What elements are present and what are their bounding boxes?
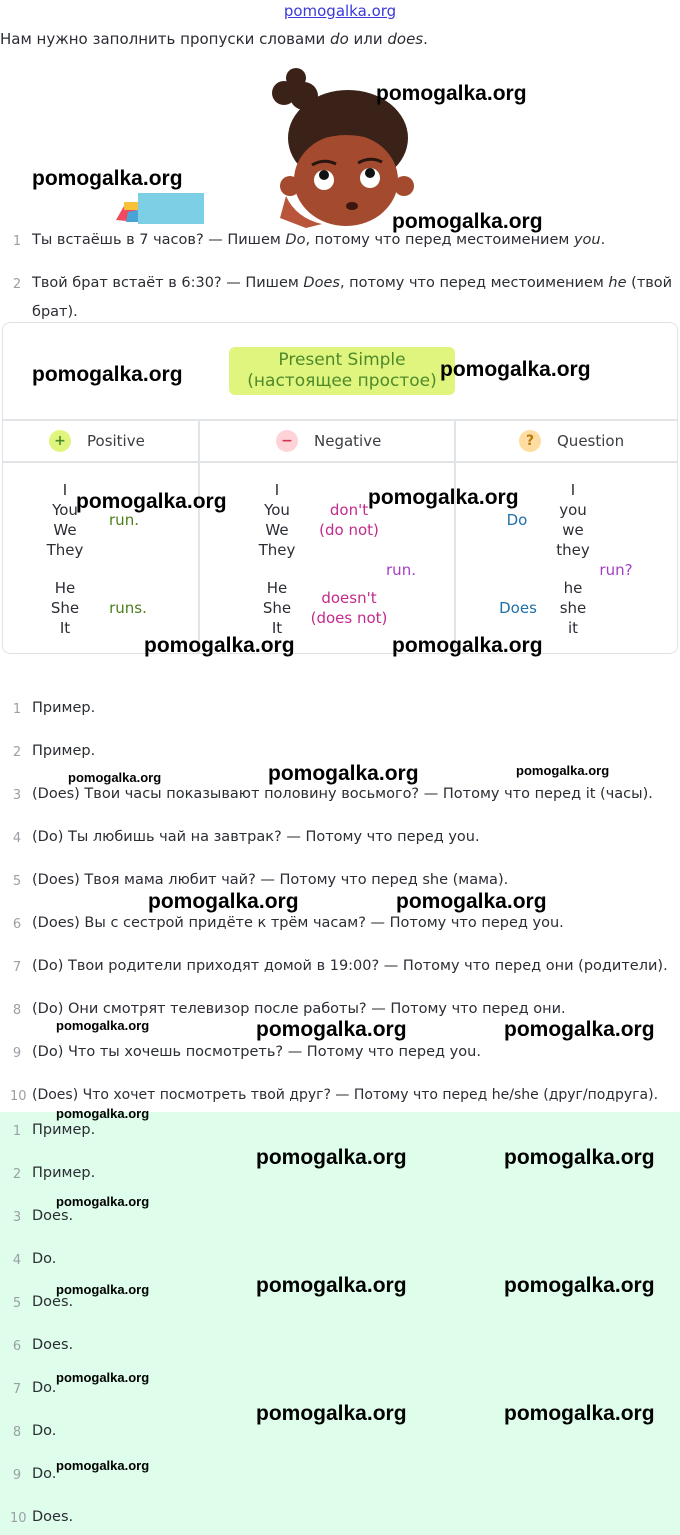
answer-number: 3 xyxy=(12,1210,22,1225)
watermark: pomogalka.org xyxy=(256,1274,407,1297)
column-header-positive xyxy=(49,428,145,454)
watermark: pomogalka.org xyxy=(504,1402,655,1425)
pronoun-list xyxy=(252,578,302,638)
watermark: pomogalka.org xyxy=(376,82,527,105)
explanation-word: Does xyxy=(303,275,340,291)
answer-item: Пример. xyxy=(32,1122,96,1138)
aux-negative xyxy=(303,588,395,628)
explanation-number: 1 xyxy=(12,234,22,249)
answer-number: 9 xyxy=(12,1468,22,1483)
answer-item: Do. xyxy=(32,1466,57,1482)
pronoun: We xyxy=(265,521,289,539)
eraser-icon xyxy=(112,192,206,226)
pronoun: We xyxy=(53,521,77,539)
watermark: pomogalka.org xyxy=(148,890,299,913)
intro-does: does xyxy=(387,30,424,48)
answer-number: 10 xyxy=(10,1511,27,1526)
answer-item: Пример. xyxy=(32,1165,96,1181)
pronoun: She xyxy=(262,599,292,617)
pronoun: they xyxy=(556,541,590,559)
verb-positive: run. xyxy=(109,511,139,529)
intro-text xyxy=(0,30,428,48)
answer-number: 2 xyxy=(12,1167,22,1182)
explanation-word: Do xyxy=(285,232,306,248)
column-header-question xyxy=(519,428,624,454)
exercise-number: 3 xyxy=(12,788,22,803)
exercise-number: 10 xyxy=(10,1089,27,1104)
explanation-text: Твой брат встаёт в 6:30? — Пишем xyxy=(32,275,304,291)
watermark: pomogalka.org xyxy=(392,210,543,233)
explanation-number: 2 xyxy=(12,277,22,292)
answer-number: 1 xyxy=(12,1124,22,1139)
column-label: Negative xyxy=(314,432,382,450)
watermark: pomogalka.org xyxy=(56,1282,150,1297)
watermark: pomogalka.org xyxy=(256,1402,407,1425)
exercise-item: Пример. xyxy=(32,743,96,759)
site-header-link[interactable]: pomogalka.org xyxy=(283,2,397,20)
pronoun: we xyxy=(562,521,584,539)
exercise-item: (Do) Что ты хочешь посмотреть? — Потому что перед you. xyxy=(32,1044,481,1060)
answer-number: 8 xyxy=(12,1425,22,1440)
answer-number: 7 xyxy=(12,1382,22,1397)
explanation-pronoun: you xyxy=(573,232,601,248)
exercise-number: 4 xyxy=(12,831,22,846)
watermark: pomogalka.org xyxy=(516,763,610,778)
minus-icon: − xyxy=(276,430,298,452)
watermark: pomogalka.org xyxy=(32,167,183,190)
question-icon: ? xyxy=(519,430,541,452)
exercise-item: (Does) Вы с сестрой придёте к трём часам? — Потому что перед you. xyxy=(32,915,564,931)
pronoun: It xyxy=(59,619,71,637)
table-title xyxy=(229,347,455,395)
explanation-continuation: брат). xyxy=(32,304,78,320)
intro-middle: или xyxy=(348,30,388,48)
watermark: pomogalka.org xyxy=(268,762,419,785)
watermark: pomogalka.org xyxy=(256,1018,407,1041)
answer-item: Do. xyxy=(32,1251,57,1267)
pronoun: They xyxy=(46,541,84,559)
aux-line: (does not) xyxy=(310,609,388,627)
explanation-text: (твой xyxy=(626,275,673,291)
column-header-negative xyxy=(276,428,381,454)
pronoun: I xyxy=(274,481,280,499)
watermark: pomogalka.org xyxy=(56,1194,150,1209)
explanation-text: , потому что перед местоимением xyxy=(339,275,609,291)
pronoun-list xyxy=(252,480,302,560)
explanation-line xyxy=(32,275,672,291)
intro-after: . xyxy=(423,30,428,48)
watermark: pomogalka.org xyxy=(504,1146,655,1169)
column-label: Question xyxy=(557,432,625,450)
answer-item: Do. xyxy=(32,1423,57,1439)
table-title-line2: (настоящее простое) xyxy=(247,371,437,391)
explanation-text: , потому что перед местоимением xyxy=(305,232,574,248)
aux-line: don't xyxy=(329,501,369,519)
table-divider xyxy=(3,419,677,421)
table-column-divider xyxy=(198,419,200,653)
watermark: pomogalka.org xyxy=(56,1458,150,1473)
watermark: pomogalka.org xyxy=(440,358,591,381)
plus-icon: + xyxy=(49,430,71,452)
exercise-number: 9 xyxy=(12,1046,22,1061)
column-label: Positive xyxy=(87,432,145,450)
answer-item: Does. xyxy=(32,1294,74,1310)
exercise-number: 7 xyxy=(12,960,22,975)
verb-negative: run. xyxy=(386,561,416,579)
exercise-item: (Do) Они смотрят телевизор после работы? — Потому что перед они. xyxy=(32,1001,566,1017)
pronoun: she xyxy=(559,599,587,617)
exercise-item: (Do) Ты любишь чай на завтрак? — Потому что перед you. xyxy=(32,829,480,845)
aux-line: (do not) xyxy=(319,521,379,539)
intro-do: do xyxy=(330,30,349,48)
exercise-number: 1 xyxy=(12,702,22,717)
watermark: pomogalka.org xyxy=(368,486,519,509)
pronoun: You xyxy=(52,501,78,519)
watermark: pomogalka.org xyxy=(56,1018,150,1033)
exercise-number: 6 xyxy=(12,917,22,932)
exercise-number: 8 xyxy=(12,1003,22,1018)
watermark: pomogalka.org xyxy=(56,1106,150,1121)
table-column-divider xyxy=(454,419,456,653)
watermark: pomogalka.org xyxy=(32,363,183,386)
watermark: pomogalka.org xyxy=(256,1146,407,1169)
watermark: pomogalka.org xyxy=(68,770,162,785)
pronoun: I xyxy=(62,481,68,499)
exercise-item: (Does) Твои часы показывают половину восьмого? — Потому что перед it (часы). xyxy=(32,786,653,802)
explanation-line xyxy=(32,232,605,248)
answer-number: 6 xyxy=(12,1339,22,1354)
watermark: pomogalka.org xyxy=(504,1274,655,1297)
exercise-number: 5 xyxy=(12,874,22,889)
pronoun-list xyxy=(548,578,598,638)
exercise-number: 2 xyxy=(12,745,22,760)
pronoun: He xyxy=(266,579,288,597)
watermark: pomogalka.org xyxy=(396,890,547,913)
intro-before: Нам нужно заполнить пропуски словами xyxy=(0,30,331,48)
pronoun: She xyxy=(50,599,80,617)
exercise-item: (Does) Что хочет посмотреть твой друг? — Потому что перед he/she (друг/подруга). xyxy=(32,1087,659,1103)
verb-question: run? xyxy=(599,561,633,579)
pronoun: he xyxy=(563,579,583,597)
exercise-item: Пример. xyxy=(32,700,96,716)
aux-line: doesn't xyxy=(321,589,377,607)
pronoun: it xyxy=(567,619,579,637)
pronoun: It xyxy=(271,619,283,637)
watermark: pomogalka.org xyxy=(144,634,295,657)
answer-number: 5 xyxy=(12,1296,22,1311)
answer-item: Does. xyxy=(32,1337,74,1353)
watermark: pomogalka.org xyxy=(504,1018,655,1041)
explanation-text: Ты встаёшь в 7 часов? — Пишем xyxy=(32,232,286,248)
aux-question: Do xyxy=(506,511,528,529)
explanation-text: . xyxy=(600,232,606,248)
answer-number: 4 xyxy=(12,1253,22,1268)
exercise-item: (Does) Твоя мама любит чай? — Потому что перед she (мама). xyxy=(32,872,509,888)
answer-item: Does. xyxy=(32,1509,74,1525)
pronoun: He xyxy=(54,579,76,597)
pronoun: you xyxy=(559,501,587,519)
watermark: pomogalka.org xyxy=(76,490,227,513)
watermark: pomogalka.org xyxy=(56,1370,150,1385)
table-divider xyxy=(3,461,677,463)
explanation-pronoun: he xyxy=(608,275,627,291)
verb-positive: runs. xyxy=(109,599,147,617)
watermark: pomogalka.org xyxy=(392,634,543,657)
table-title-line1: Present Simple xyxy=(278,350,406,370)
answer-item: Do. xyxy=(32,1380,57,1396)
pronoun: They xyxy=(258,541,296,559)
pronoun: I xyxy=(570,481,576,499)
exercise-item: (Do) Твои родители приходят домой в 19:00? — Потому что перед они (родители). xyxy=(32,958,668,974)
aux-question: Does xyxy=(499,599,537,617)
pronoun: You xyxy=(264,501,290,519)
pronoun-list xyxy=(40,578,90,638)
pronoun-list xyxy=(548,480,598,560)
answer-item: Does. xyxy=(32,1208,74,1224)
